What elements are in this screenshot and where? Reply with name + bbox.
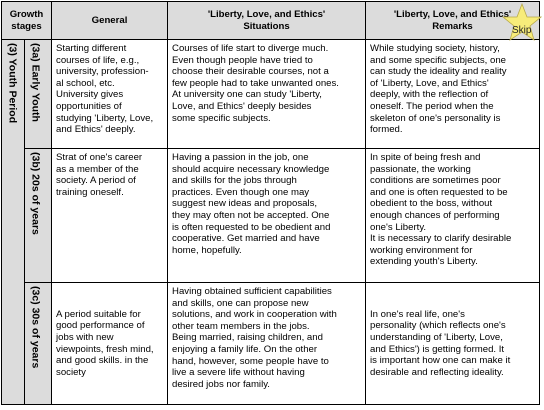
stage-cell: [25, 283, 52, 405]
remarks-cell: In spite of being fresh and passionate, the working conditions are sometimes poor and one is often requested to be obedient to the boss, without enough chances of performing one's Liberty. It is necessary to clarify desirable working environment for extending youth's Liberty.: [366, 149, 540, 283]
stage-label: (3a) Early Youth: [29, 43, 42, 122]
skip-button[interactable]: [502, 3, 542, 43]
stage-cell: [25, 149, 52, 283]
general-cell: A period suitable for good performance of jobs with new viewpoints, fresh mind, and good skills. in the society: [52, 283, 168, 405]
period-label-cell: [2, 40, 25, 405]
remarks-cell: While studying society, history, and some specific subjects, one can study the ideality and reality of 'Liberty, Love, and Ethics' deeply, with the reflection of oneself. The period when the skeleton of one's personality is formed.: [366, 40, 540, 149]
stage-cell: [25, 40, 52, 149]
header-situations: 'Liberty, Love, and Ethics' Situations: [168, 2, 366, 40]
general-cell: Starting different courses of life, e.g., university, profession- al school, etc. University gives opportunities of studying 'Liberty, Love, and Ethics' deeply.: [52, 40, 168, 149]
star-icon: [502, 3, 542, 43]
stage-label: (3c) 30s of years: [29, 286, 42, 369]
period-label: (3) Youth Period: [6, 43, 19, 124]
header-growth-stages: Growth stages: [2, 2, 52, 40]
skip-label: Skip: [512, 25, 532, 36]
growth-stages-table: [1, 1, 540, 405]
stage-label: (3b) 20s of years: [29, 152, 42, 235]
header-general: General: [52, 2, 168, 40]
situations-cell: Having a passion in the job, one should acquire necessary knowledge and skills for the jobs through practices. Even though one may suggest new ideas and proposals, they may often not be accepted. One is often requested to be obedient and cooperative. Get married and have home, hopefully.: [168, 149, 366, 283]
table-row: [2, 283, 540, 405]
situations-cell: Courses of life start to diverge much. Even though people have tried to choose their desirable courses, not a few people had to take unwanted ones. At university one can study 'Liberty, Love, and Ethics' deeply besides some specific subjects.: [168, 40, 366, 149]
situations-cell: Having obtained sufficient capabilities and skills, one can propose new solutions, and work in cooperation with other team members in the jobs. Being married, raising children, and enjoying a family life. On the other hand, however, some people have to live a severe life without having desired jobs nor family.: [168, 283, 366, 405]
table-row: [2, 149, 540, 283]
general-cell: Strat of one's career as a member of the society. A period of training oneself.: [52, 149, 168, 283]
remarks-cell: In one's real life, one's personality (which reflects one's understanding of 'Liberty, Love, and Ethics') is getting formed. It is important how one can make it desirable and reflecting ideality.: [366, 283, 540, 405]
header-row: [2, 2, 540, 40]
table-row: [2, 40, 540, 149]
header-remarks: 'Liberty, Love, and Ethics' Remarks: [366, 2, 540, 40]
